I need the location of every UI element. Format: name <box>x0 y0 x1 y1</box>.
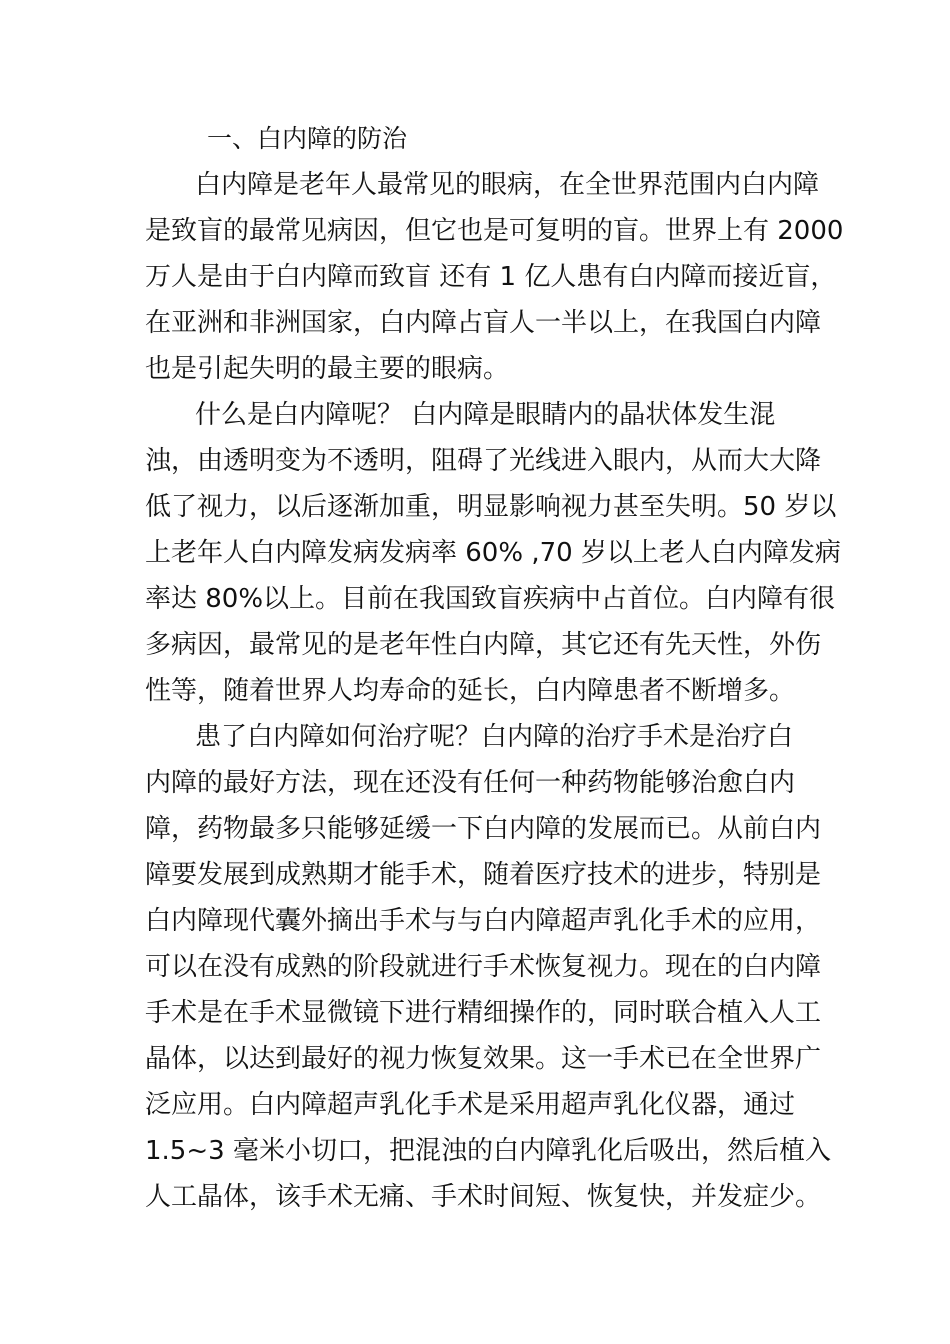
paragraph-line: 白内障是老年人最常见的眼病，在全世界范围内白内障 <box>195 170 820 200</box>
paragraph-line: 内障的最好方法，现在还没有任何一种药物能够治愈白内 <box>145 768 796 798</box>
document-body <box>145 116 855 1220</box>
paragraph-line: 浊，由透明变为不透明，阻碍了光线进入眼内，从而大大降 <box>145 446 822 476</box>
paragraph-line: 上老年人白内障发病发病率 60% ,70 岁以上老人白内障发病 <box>145 538 841 568</box>
paragraph-line: 手术是在手术显微镜下进行精细操作的，同时联合植入人工 <box>145 998 822 1028</box>
paragraph-line: 万人是由于白内障而致盲 还有 1 亿人患有白内障而接近盲， <box>145 262 837 292</box>
paragraph-line: 白内障现代囊外摘出手术与与白内障超声乳化手术的应用， <box>145 906 822 936</box>
paragraph-line: 障，药物最多只能够延缓一下白内障的发展而已。从前白内 <box>145 814 822 844</box>
paragraph-line: 人工晶体，该手术无痛、手术时间短、恢复快，并发症少。 <box>145 1182 822 1212</box>
paragraph-line: 也是引起失明的最主要的眼病。 <box>145 354 510 384</box>
paragraph-line: 障要发展到成熟期才能手术，随着医疗技术的进步，特别是 <box>145 860 822 890</box>
paragraph-treatment <box>145 714 855 1220</box>
paragraph-line: 可以在没有成熟的阶段就进行手术恢复视力。现在的白内障 <box>145 952 822 982</box>
paragraph-line: 患了白内障如何治疗呢？白内障的治疗手术是治疗白 <box>195 722 794 752</box>
paragraph-line: 泛应用。白内障超声乳化手术是采用超声乳化仪器，通过 <box>145 1090 796 1120</box>
section-heading: 一、白内障的防治 <box>207 124 408 153</box>
paragraph-definition <box>145 392 855 714</box>
paragraph-line: 晶体，以达到最好的视力恢复效果。这一手术已在全世界广 <box>145 1044 822 1074</box>
paragraph-line: 在亚洲和非洲国家，白内障占盲人一半以上，在我国白内障 <box>145 308 822 338</box>
paragraph-line: 什么是白内障呢？ 白内障是眼睛内的晶状体发生混 <box>195 400 776 430</box>
paragraph-prevalence <box>145 162 855 392</box>
paragraph-line: 性等，随着世界人均寿命的延长，白内障患者不断增多。 <box>145 676 796 706</box>
paragraph-line: 率达 80%以上。目前在我国致盲疾病中占首位。白内障有很 <box>145 584 836 614</box>
paragraph-line: 多病因，最常见的是老年性白内障，其它还有先天性，外伤 <box>145 630 822 660</box>
paragraph-line: 是致盲的最常见病因，但它也是可复明的盲。世界上有 2000 <box>145 216 844 246</box>
paragraph-line: 1.5~3 毫米小切口，把混浊的白内障乳化后吸出，然后植入 <box>145 1136 831 1166</box>
paragraph-line: 低了视力，以后逐渐加重，明显影响视力甚至失明。50 岁以 <box>145 492 837 522</box>
